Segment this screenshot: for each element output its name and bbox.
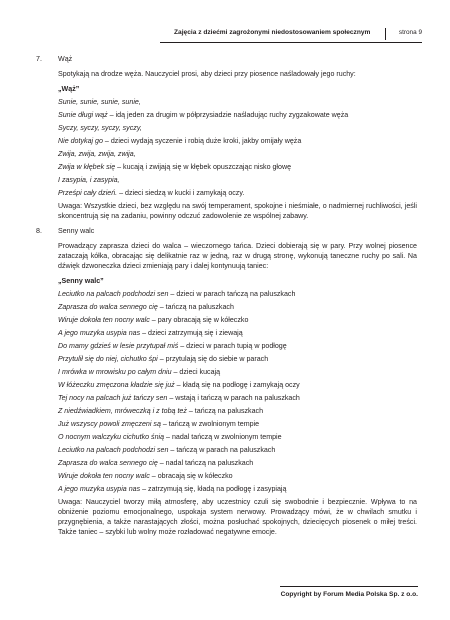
song-lyric: Zaprasza do walca sennego cię (58, 303, 158, 311)
song-line (58, 175, 417, 188)
item-lead: Prowadzący zaprasza dzieci do walca – wieczornego tańca. Dzieci dobierają się w pary. Przy wolnej piosence zataczają kółka, obracając się delikatnie raz w jedną, raz w drugą stronę, wykonują taneczne ruchy po sali. Na dźwięk dzwoneczka dzieci zmieniają pary i dalej kontynuują taniec: (58, 242, 417, 270)
song-instruction: – tańczą w parach na paluszkach (168, 446, 276, 454)
song-lyric: O nocnym walczyku cichutko śnią (58, 433, 165, 441)
song-lyric: Prześpi cały dzień. (58, 189, 118, 197)
song-instruction: – tańczą na paluszkach (157, 303, 234, 311)
song-line (58, 406, 417, 419)
song-lyric: Wiruje dokoła ten nocny walc (58, 316, 150, 324)
song-line (58, 393, 417, 406)
item-title: Senny walc (58, 227, 95, 235)
song-lyric: Już wszyscy powoli zmęczeni są (58, 420, 161, 428)
song-lyric: I mrówka w mrowisku po całym dniu (58, 368, 172, 376)
song-title: „Wąż” (58, 85, 80, 93)
song-lyric: Zaprasza do walca sennego cię (58, 459, 158, 467)
song-lyric: A jego muzyka usypia nas (58, 485, 141, 493)
item-number: 8. (36, 227, 42, 235)
song-instruction: – tańczą w zwolnionym tempie (160, 420, 260, 428)
song-line (58, 162, 417, 175)
song-lyric: Z niedźwiadkiem, mróweczką i z tobą też (58, 407, 187, 415)
song-instruction: – pary obracają się w kółeczko (149, 316, 249, 324)
song-lyric: Zwija, zwija, zwija, zwija, (58, 150, 136, 158)
song-line (58, 328, 417, 341)
song-line (58, 445, 417, 458)
item-note: Uwaga: Nauczyciel tworzy miłą atmosferę, aby uczestnicy czuli się swobodnie i bezpiecznie. Wpływa to na obniżenie poziomu emocjonalnego, uspokaja system nerwowy. Prowadzący mówi, że w chwilach smutku i przygnębienia, a także narastających złości, można posłuchać spokojnych, dziecięcych piosenek o miłej treści. Także taniec – szybki lub wolny może rozładować negatywne emocje. (58, 498, 417, 536)
song-lyric: Sunie długi wąż (58, 111, 108, 119)
song-line (58, 367, 417, 380)
song-line (58, 289, 417, 302)
song-line (58, 302, 417, 315)
song-instruction: – przytulają się do siebie w parach (157, 355, 269, 363)
song-line (58, 97, 417, 110)
song-instruction: – zatrzymują się, kładą na podłogę i zasypiają (140, 485, 287, 493)
song-lyric: Leciutko na palcach podchodzi sen (58, 446, 169, 454)
item-lead: Spotykają na drodze węża. Nauczyciel prosi, aby dzieci przy piosence naśladowały jego ruchy: (58, 70, 356, 78)
song-lyric: Tej nocy na palcach już tańczy sen (58, 394, 168, 402)
song-line (58, 110, 417, 123)
song-lyric: Zwija w kłębek się (58, 163, 116, 171)
copyright-footer: Copyright by Forum Media Polska Sp. z o.o. (280, 586, 418, 598)
song-line (58, 149, 417, 162)
song-line (58, 354, 417, 367)
song-instruction: – wstają i tańczą w parach na paluszkach (167, 394, 300, 402)
song-instruction: – kładą się na podłogę i zamykają oczy (174, 381, 300, 389)
song-lyric: Przytulił się do niej, cichutko śpi (58, 355, 158, 363)
song-lines (58, 289, 417, 497)
page-content (36, 54, 417, 542)
song-instruction: – obracają się w kółeczko (149, 472, 233, 480)
exercise-7 (36, 54, 417, 221)
song-instruction: – idą jeden za drugim w półprzysiadzie naśladując ruchy zygzakowate węża (107, 111, 349, 119)
song-instruction: – kucają i zwijają się w kłębek opuszczając nisko głowę (115, 163, 292, 171)
song-instruction: – dzieci siedzą w kucki i zamykają oczy. (117, 189, 245, 197)
song-lyric: W łóżeczku zmęczona kładzie się już (58, 381, 175, 389)
item-number: 7. (36, 55, 42, 63)
song-lyric: I zasypia, i zasypia, (58, 176, 120, 184)
song-line (58, 419, 417, 432)
song-line (58, 380, 417, 393)
song-line (58, 315, 417, 328)
song-instruction: – dzieci w parach tańczą na paluszkach (168, 290, 296, 298)
running-header (160, 28, 422, 43)
song-instruction: – dzieci kucają (171, 368, 221, 376)
song-lyric: Do mamy gdzieś w lesie przytupał miś (58, 342, 179, 350)
song-line (58, 432, 417, 445)
song-instruction: – dzieci w parach tupią w podłogę (178, 342, 287, 350)
song-lyric: Wiruje dokoła ten nocny walc (58, 472, 150, 480)
header-divider (385, 28, 386, 40)
song-instruction: – tańczą na paluszkach (186, 407, 264, 415)
song-instruction: – dzieci zatrzymują się i ziewają (140, 329, 243, 337)
song-line (58, 188, 417, 201)
song-line (58, 136, 417, 149)
song-lyric: Leciutko na palcach podchodzi sen (58, 290, 169, 298)
song-instruction: – nadal tańczą w zwolnionym tempie (164, 433, 282, 441)
song-line (58, 341, 417, 354)
song-title: „Senny walc” (58, 277, 104, 285)
song-lyric: Syczy, syczy, syczy, syczy, (58, 124, 142, 132)
song-lyric: Nie dotykaj go (58, 137, 103, 145)
song-lyric: Sunie, sunie, sunie, sunie, (58, 98, 141, 106)
page-number: strona 9 (398, 29, 422, 36)
song-instruction: – dzieci wydają syczenie i robią duże kroki, jakby omijały węża (102, 137, 302, 145)
song-lines (58, 97, 417, 201)
item-title: Wąż (58, 55, 73, 63)
song-instruction: – nadal tańczą na paluszkach (157, 459, 254, 467)
item-note: Uwaga: Wszystkie dzieci, bez względu na swój temperament, spokojne i nieśmiałe, o nadmiernej ruchliwości, jeśli skoncentrują się na zadaniu, powinny odczuć zadowolenie ze wspólnej zabawy. (58, 202, 417, 220)
song-lyric: A jego muzyka usypia nas (58, 329, 141, 337)
song-line (58, 123, 417, 136)
header-title: Zajęcia z dziećmi zagrożonymi niedostosowaniem społecznym (174, 29, 371, 36)
song-line (58, 458, 417, 471)
exercise-8 (36, 226, 417, 537)
song-line (58, 471, 417, 484)
song-line (58, 484, 417, 497)
